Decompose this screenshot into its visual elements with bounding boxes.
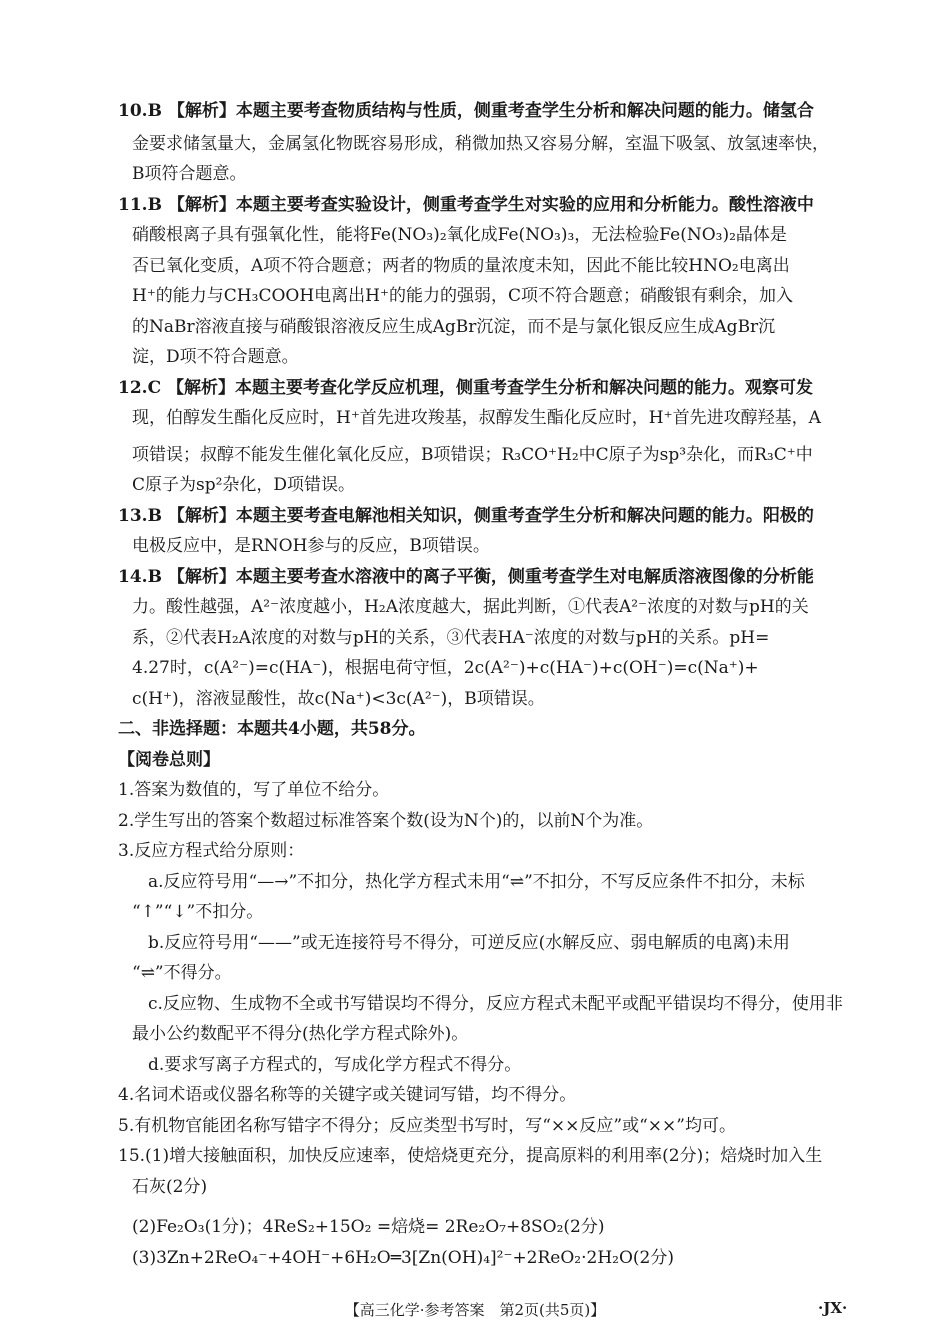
rule-3b-line-1: b.反应符号用“——”或无连接符号不得分，可逆反应(水解反应、弱电解质的电离)未用 bbox=[148, 933, 790, 953]
q12-line-1: 12.C 【解析】本题主要考查化学反应机理，侧重考查学生分析和解决问题的能力。观察可发 bbox=[118, 378, 814, 398]
q11-line-4: H⁺的能力与CH₃COOH电离出H⁺的能力的强弱，C项不符合题意；硝酸银有剩余，加入 bbox=[132, 286, 793, 306]
rule-3c-line-2: 最小公约数配平不得分(热化学方程式除外)。 bbox=[132, 1024, 469, 1044]
q10-line-3: B项符合题意。 bbox=[132, 164, 247, 184]
q13-line-2: 电极反应中，是RNOH参与的反应，B项错误。 bbox=[132, 536, 490, 556]
q12-line-3: 项错误；叔醇不能发生催化氧化反应，B项错误；R₃CO⁺H₂中C原子为sp³杂化，而R₃C⁺中 bbox=[132, 445, 813, 465]
q15-part1-line-2: 石灰(2分) bbox=[132, 1177, 208, 1197]
page-footer: 【高三化学·参考答案 第2页(共5页)】 bbox=[344, 1301, 606, 1319]
q11-line-3: 否已氧化变质，A项不符合题意；两者的物质的量浓度未知，因此不能比较HNO₂电离出 bbox=[132, 256, 790, 276]
q14-line-1: 14.B 【解析】本题主要考查水溶液中的离子平衡，侧重考查学生对电解质溶液图像的分析能 bbox=[118, 567, 814, 587]
q12-line-4: C原子为sp²杂化，D项错误。 bbox=[132, 475, 356, 495]
q10-line-1: 10.B 【解析】本题主要考查物质结构与性质，侧重考查学生分析和解决问题的能力。储氢合 bbox=[118, 101, 814, 121]
q12-line-2: 现，伯醇发生酯化反应时，H⁺首先进攻羧基，叔醇发生酯化反应时，H⁺首先进攻醇羟基，A bbox=[132, 408, 821, 428]
q14-line-2: 力。酸性越强，A²⁻浓度越小，H₂A浓度越大，据此判断，①代表A²⁻浓度的对数与pH的关 bbox=[132, 597, 809, 617]
rule-3a-line-2: “↑”“↓”不扣分。 bbox=[132, 902, 264, 922]
rule-2: 2.学生写出的答案个数超过标准答案个数(设为N个)的，以前N个为准。 bbox=[118, 811, 654, 831]
q11-line-1: 11.B 【解析】本题主要考查实验设计，侧重考查学生对实验的应用和分析能力。酸性溶液中 bbox=[118, 195, 814, 215]
q15-part3: (3)3Zn+2ReO₄⁻+4OH⁻+6H₂O═3[Zn(OH)₄]²⁻+2ReO₂·2H₂O(2分) bbox=[132, 1248, 674, 1268]
q13-line-1: 13.B 【解析】本题主要考查电解池相关知识，侧重考查学生分析和解决问题的能力。阳极的 bbox=[118, 506, 814, 526]
q10-line-2: 金要求储氢量大，金属氢化物既容易形成，稍微加热又容易分解，室温下吸氢、放氢速率快， bbox=[132, 134, 829, 154]
q11-line-2: 硝酸根离子具有强氧化性，能将Fe(NO₃)₂氧化成Fe(NO₃)₃，无法检验Fe(NO₃)₂晶体是 bbox=[132, 225, 787, 245]
q11-line-6: 淀，D项不符合题意。 bbox=[132, 347, 299, 367]
section-heading: 二、非选择题：本题共4小题，共58分。 bbox=[118, 719, 426, 739]
rule-1: 1.答案为数值的，写了单位不给分。 bbox=[118, 780, 390, 800]
q14-line-3: 系，②代表H₂A浓度的对数与pH的关系，③代表HA⁻浓度的对数与pH的关系。pH= bbox=[132, 628, 770, 648]
rule-3d: d.要求写离子方程式的，写成化学方程式不得分。 bbox=[148, 1055, 522, 1075]
q15-part2: (2)Fe₂O₃(1分)；4ReS₂+15O₂ =焙烧= 2Re₂O₇+8SO₂(2分) bbox=[132, 1217, 605, 1237]
rule-3: 3.反应方程式给分原则： bbox=[118, 841, 305, 861]
grading-rules-heading: 【阅卷总则】 bbox=[118, 750, 220, 770]
q14-line-4: 4.27时，c(A²⁻)=c(HA⁻)，根据电荷守恒，2c(A²⁻)+c(HA⁻)+c(OH⁻)=c(Na⁺)+ bbox=[132, 658, 759, 678]
rule-3a-line-1: a.反应符号用“—→”不扣分，热化学方程式未用“⇌”不扣分，不写反应条件不扣分，未标 bbox=[148, 872, 805, 892]
q11-line-5: 的NaBr溶液直接与硝酸银溶液反应生成AgBr沉淀，而不是与氯化银反应生成AgBr沉 bbox=[132, 317, 776, 337]
footer-mark: ·JX· bbox=[818, 1299, 848, 1317]
q15-part1-line-1: 15.(1)增大接触面积，加快反应速率，使焙烧更充分，提高原料的利用率(2分)；焙烧时加入生 bbox=[118, 1146, 823, 1166]
rule-3b-line-2: “⇌”不得分。 bbox=[132, 963, 232, 983]
q14-line-5: c(H⁺)，溶液显酸性，故c(Na⁺)<3c(A²⁻)，B项错误。 bbox=[132, 689, 545, 709]
rule-5: 5.有机物官能团名称写错字不得分；反应类型书写时，写“××反应”或“××”均可。 bbox=[118, 1116, 736, 1136]
rule-3c-line-1: c.反应物、生成物不全或书写错误均不得分，反应方程式未配平或配平错误均不得分，使用非 bbox=[148, 994, 843, 1014]
rule-4: 4.名词术语或仪器名称等的关键字或关键词写错，均不得分。 bbox=[118, 1085, 577, 1105]
